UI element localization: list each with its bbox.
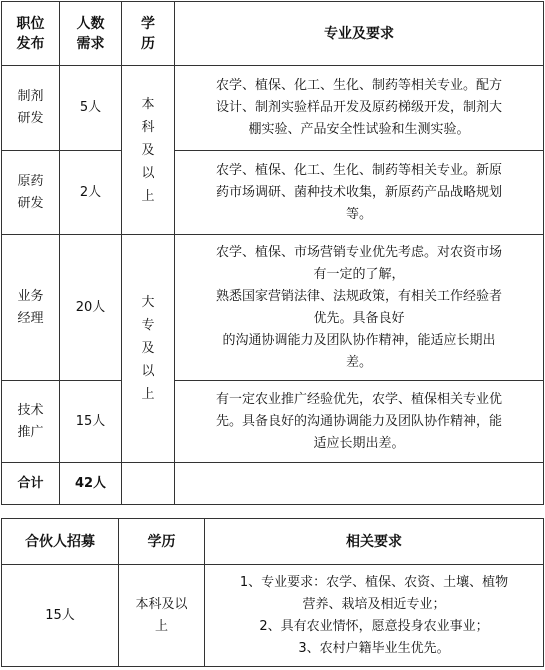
header-requirements: 专业及要求 xyxy=(175,2,544,66)
requirement-line: 有一定农业推广经验优先，农学、植保相关专业优 xyxy=(215,391,502,407)
requirement-line: 棚实验、产品安全性试验和生测实验。 xyxy=(248,122,470,137)
header-partner: 合伙人招募 xyxy=(2,519,119,565)
requirement-line: 药市场调研、菌种技术收集，新原药产品战略规划 xyxy=(215,184,502,200)
education-college-plus xyxy=(122,235,175,463)
requirement-line: 有一定的了解， xyxy=(313,266,405,282)
partner-education-line2: 上 xyxy=(154,618,168,634)
table-row xyxy=(2,235,544,381)
table-row xyxy=(2,381,544,463)
education-char: 上 xyxy=(141,188,155,204)
requirement-line: 农学、植保、市场营销专业优先考虑。对农资市场 xyxy=(215,244,502,260)
position-name-line1: 业务 xyxy=(17,288,44,304)
requirement-line: 差。 xyxy=(345,354,372,370)
requirement-line: 3、农村户籍毕业生优先。 xyxy=(298,640,450,656)
total-count: 42人 xyxy=(60,463,122,505)
requirement-line: 等。 xyxy=(345,206,372,222)
partner-requirements-text xyxy=(205,565,544,667)
partner-count: 15人 xyxy=(2,565,119,667)
requirements-text xyxy=(175,235,544,381)
header-education-line2: 历 xyxy=(141,35,155,52)
education-char: 科 xyxy=(141,119,155,135)
table-row xyxy=(2,565,544,667)
position-name xyxy=(2,235,60,381)
requirement-line: 农学、植保、化工、生化、制药等相关专业。配方 xyxy=(215,78,502,93)
requirements-text xyxy=(175,66,544,151)
position-name-line2: 研发 xyxy=(17,111,44,126)
total-label: 合计 xyxy=(2,463,60,505)
headcount: 20人 xyxy=(60,235,122,381)
requirement-line: 1、专业要求：农学、植保、农资、土壤、植物 xyxy=(239,574,509,590)
position-name-line1: 原药 xyxy=(17,173,44,189)
position-name xyxy=(2,151,60,235)
position-name-line2: 推广 xyxy=(17,424,44,440)
positions-table xyxy=(1,1,544,505)
education-char: 大 xyxy=(141,295,155,310)
header-count-line1: 人数 xyxy=(76,15,105,32)
position-name-line1: 制剂 xyxy=(17,89,44,104)
positions-header-row xyxy=(2,2,544,66)
header-position xyxy=(2,2,60,66)
position-name-line1: 技术 xyxy=(17,402,44,418)
header-education-line1: 学 xyxy=(141,15,155,32)
header-position-line1: 职位 xyxy=(16,15,45,32)
partner-header-row xyxy=(2,519,544,565)
header-count-line2: 需求 xyxy=(76,35,105,52)
requirement-line: 优先。具备良好 xyxy=(313,310,405,326)
table-row xyxy=(2,66,544,151)
position-name xyxy=(2,381,60,463)
header-partner-requirements: 相关要求 xyxy=(205,519,544,565)
position-name-line2: 经理 xyxy=(17,310,44,326)
total-requirements-empty xyxy=(175,463,544,505)
requirement-line: 适应长期出差。 xyxy=(313,435,405,451)
position-name xyxy=(2,66,60,151)
education-bachelor-plus xyxy=(122,66,175,235)
education-char: 专 xyxy=(141,318,155,333)
requirements-text xyxy=(175,151,544,235)
education-char: 上 xyxy=(141,387,155,402)
education-char: 以 xyxy=(141,165,155,181)
total-row xyxy=(2,463,544,505)
partner-table xyxy=(1,518,544,667)
header-education xyxy=(122,2,175,66)
total-education-empty xyxy=(122,463,175,505)
header-count xyxy=(60,2,122,66)
requirement-line: 的沟通协调能力及团队协作精神，能适应长期出 xyxy=(222,332,496,348)
partner-education-line1: 本科及以 xyxy=(135,596,188,612)
requirement-line: 农学、植保、化工、生化、制药等相关专业。新原 xyxy=(215,162,502,178)
requirement-line: 设计、制剂实验样品开发及原药梯级开发，制剂大 xyxy=(215,100,502,115)
education-char: 及 xyxy=(141,142,155,158)
requirement-line: 熟悉国家营销法律、法规政策，有相关工作经验者 xyxy=(215,288,502,304)
education-char: 及 xyxy=(141,341,155,356)
header-partner-education: 学历 xyxy=(119,519,205,565)
header-position-line2: 发布 xyxy=(16,35,45,52)
requirement-line: 先。具备良好的沟通协调能力及团队协作精神，能 xyxy=(215,413,502,429)
partner-education xyxy=(119,565,205,667)
headcount: 2人 xyxy=(60,151,122,235)
headcount: 15人 xyxy=(60,381,122,463)
requirement-line: 2、具有农业情怀，愿意投身农业事业； xyxy=(259,618,489,634)
education-char: 以 xyxy=(141,364,155,379)
table-row xyxy=(2,151,544,235)
requirement-line: 营养、栽培及相近专业； xyxy=(302,596,446,612)
requirements-text xyxy=(175,381,544,463)
headcount: 5人 xyxy=(60,66,122,151)
position-name-line2: 研发 xyxy=(17,195,44,211)
education-char: 本 xyxy=(141,96,155,112)
